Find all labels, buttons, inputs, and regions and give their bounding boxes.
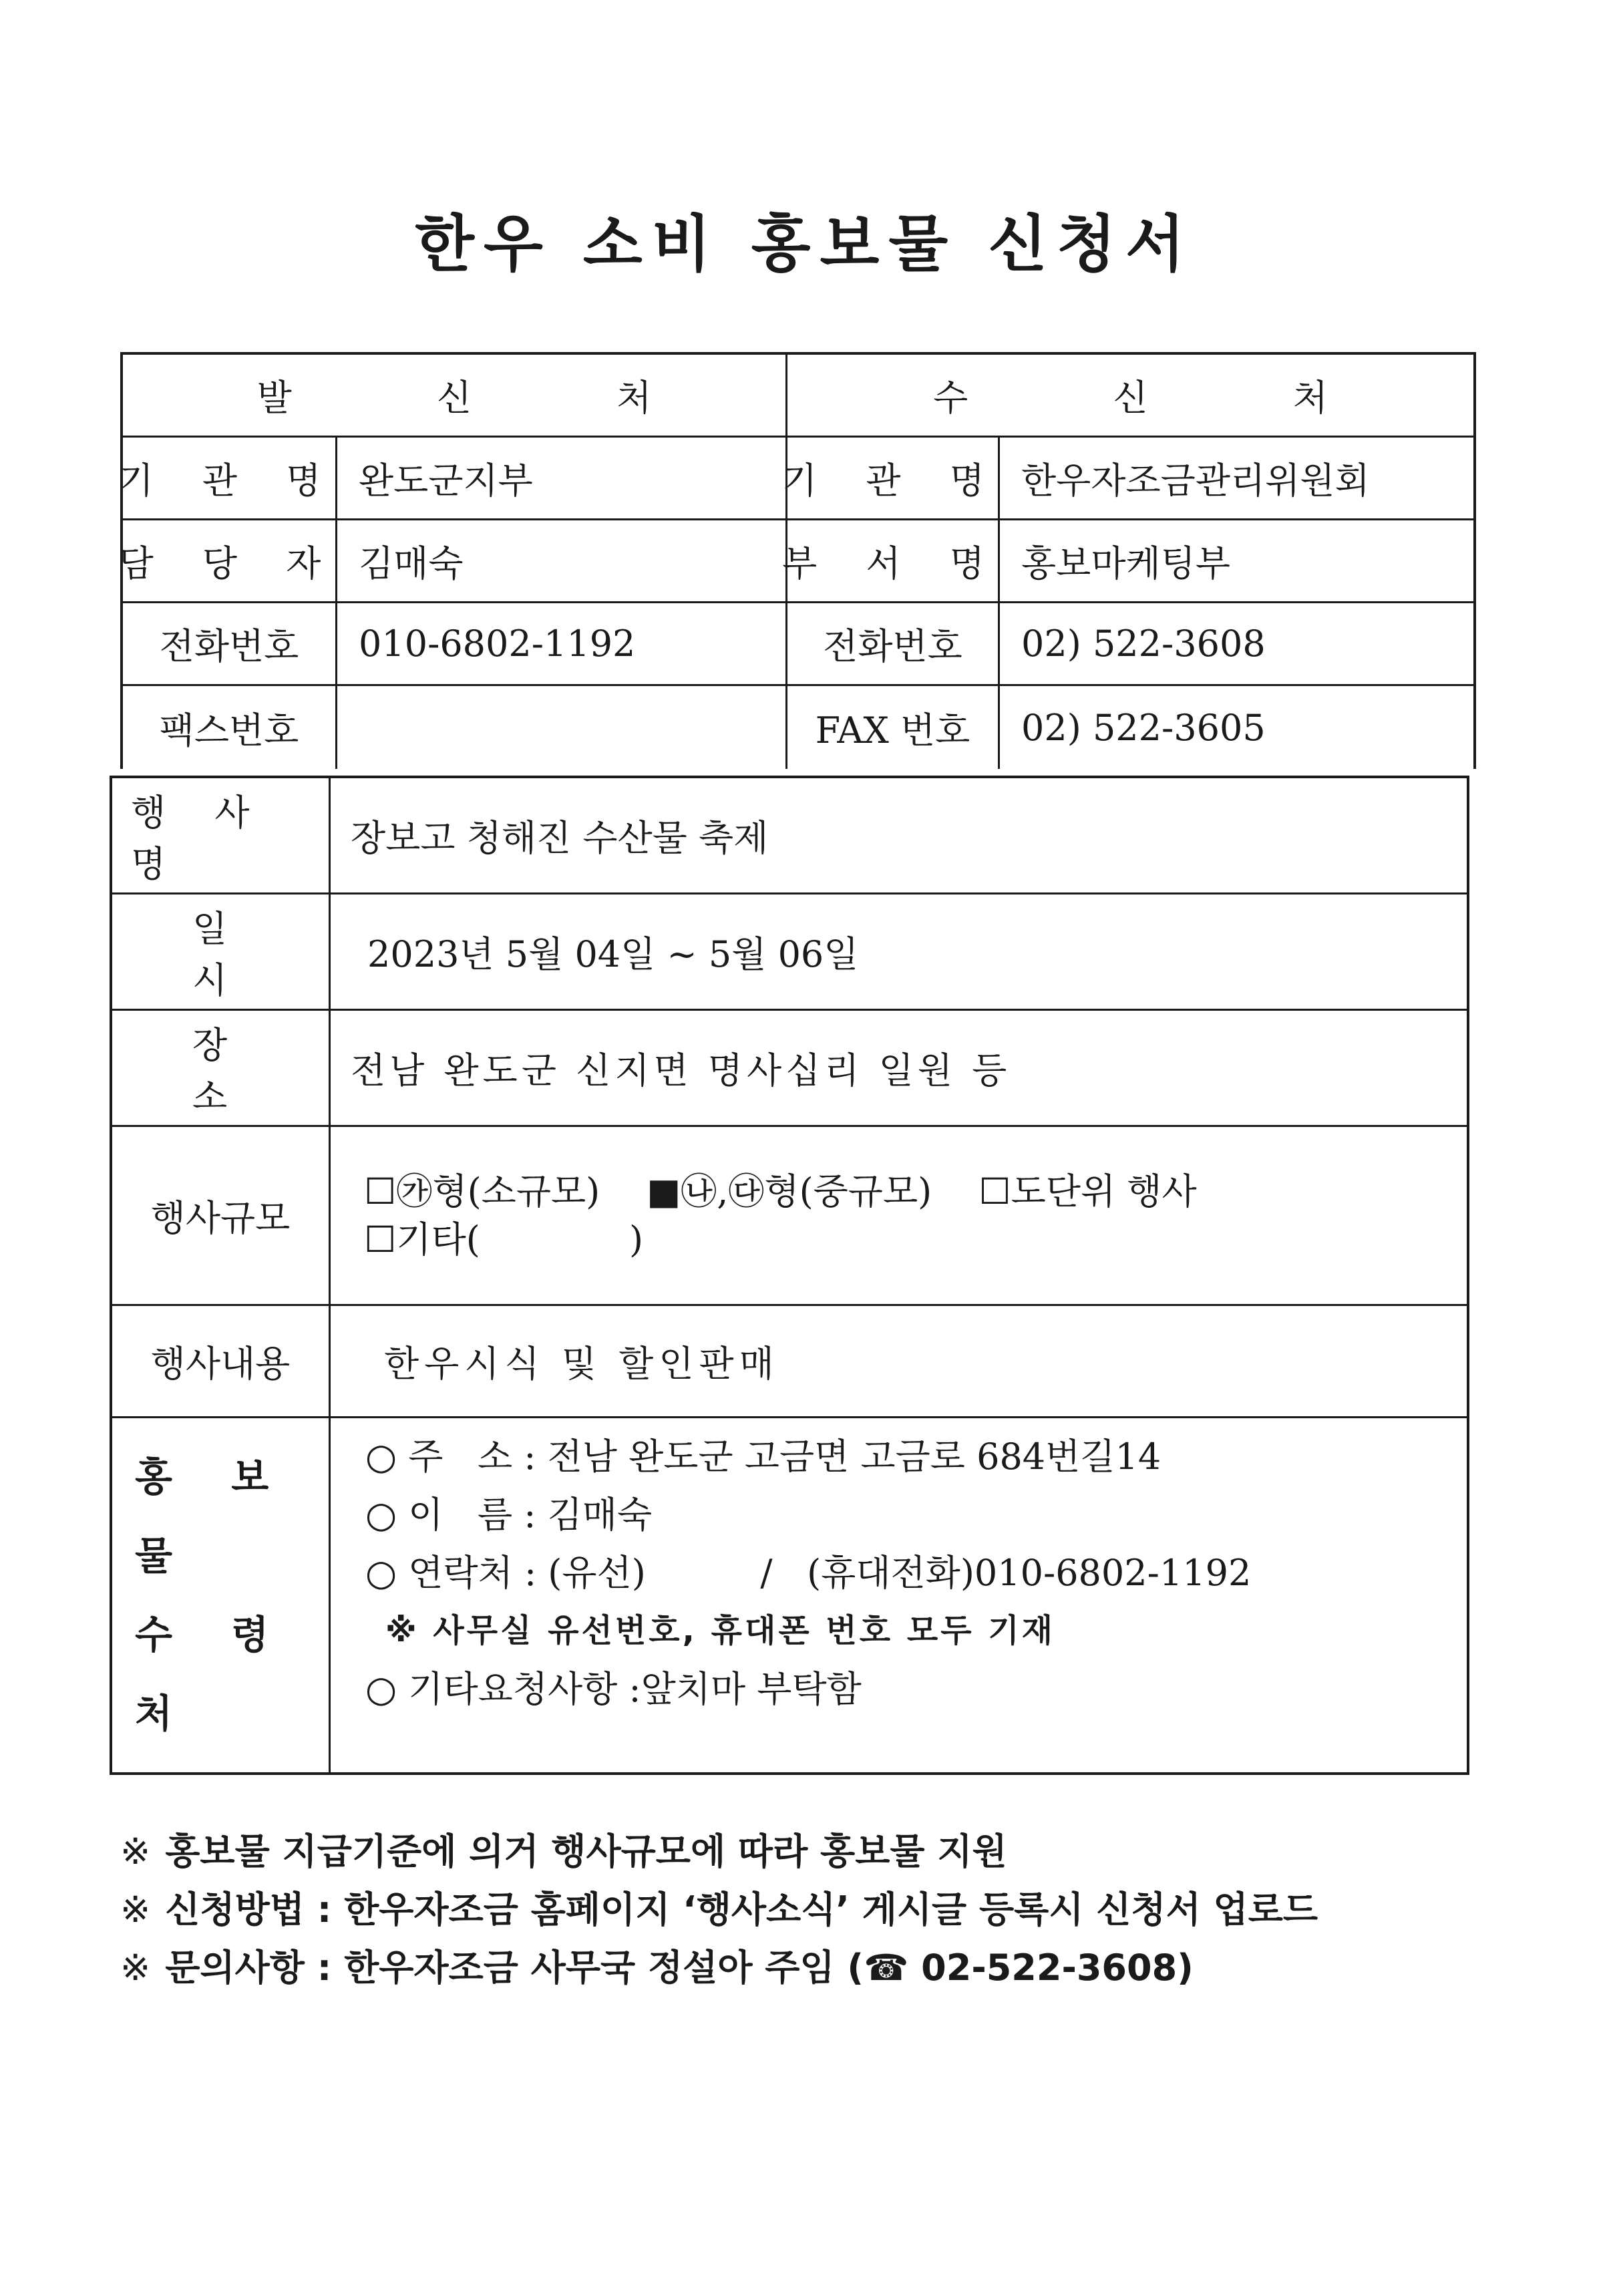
sender-fax-value (335, 686, 785, 769)
scale-option-other[interactable]: ☐기타( ) (364, 1218, 644, 1261)
scale-option-province[interactable]: ☐도단위 행사 (978, 1170, 1197, 1212)
checkbox-unchecked-icon[interactable]: ☐ (364, 1218, 397, 1261)
page-title: 한우 소비 홍보물 신청서 (415, 208, 1194, 280)
event-place-label: 장 소 (112, 1011, 331, 1125)
receiver-org-value: 한우자조금관리위원회 (998, 438, 1473, 518)
recipient-details (331, 1418, 1467, 1772)
event-content-value: 한우시식 및 할인판매 (384, 1343, 779, 1385)
receiver-phone-value: 02) 522-3608 (998, 603, 1473, 684)
checkbox-checked-icon[interactable]: ■ (647, 1170, 681, 1212)
checkbox-unchecked-icon[interactable]: ☐ (364, 1170, 397, 1212)
event-scale-options (331, 1127, 1467, 1304)
person-row (118, 520, 1473, 603)
sender-fax-label: 팩스번호 (159, 709, 299, 752)
receiver-fax-value: 02) 522-3605 (998, 686, 1473, 769)
scale-option-small[interactable]: ☐㉮형(소규모) (364, 1170, 600, 1212)
recipient-note: ※ 사무실 유선번호, 휴대폰 번호 모두 기재 (385, 1612, 1056, 1649)
event-date-value: 2023년 5월 04일 ~ 5월 06일 (367, 933, 859, 975)
event-scale-row (112, 1127, 1467, 1306)
fax-row (123, 686, 1473, 769)
scale-option-medium[interactable]: ■㉯,㉰형(중규모) (647, 1170, 932, 1212)
event-name-value: 장보고 청해진 수산물 축제 (351, 817, 769, 859)
event-scale-label: 행사규모 (112, 1127, 331, 1304)
recipient-name: ○ 이 름 : 김매숙 (365, 1494, 653, 1536)
note-item: ※ 홍보물 지급기준에 의거 행사규모에 따라 홍보물 지원 (120, 1830, 1007, 1872)
receiver-fax-label: FAX 번호 (785, 686, 998, 769)
event-date-row (112, 894, 1467, 1011)
note-item: ※ 문의사항 : 한우자조금 사무국 정설아 주임 (☎ 02-522-3608) (120, 1947, 1194, 1989)
event-date-label: 일 시 (112, 894, 331, 1009)
event-name-label: 행 사 명 (112, 778, 331, 892)
sender-header: 발 신 처 (256, 377, 719, 419)
receiver-dept-label: 부 서 명 (785, 520, 998, 601)
recipient-address: ○ 주 소 : 전남 완도군 고금면 고금로 684번길14 (365, 1436, 1161, 1478)
sender-org-label: 기 관 명 (118, 460, 340, 502)
recipient-row (112, 1418, 1467, 1772)
checkbox-unchecked-icon[interactable]: ☐ (978, 1170, 1011, 1212)
event-content-label: 행사내용 (112, 1306, 331, 1416)
note-item: ※ 신청방법 : 한우자조금 홈페이지 ‘행사소식’ 게시글 등록시 신청서 업로드 (120, 1889, 1318, 1931)
recipient-other-request: ○ 기타요청사항 :앞치마 부탁함 (365, 1668, 862, 1710)
sender-phone-label: 전화번호 (159, 625, 299, 667)
receiver-header: 수 신 처 (785, 355, 1473, 436)
receiver-dept-value: 홍보마케팅부 (998, 520, 1473, 601)
sender-contact-value: 김매숙 (335, 520, 785, 601)
sender-org-value: 완도군지부 (335, 438, 785, 518)
footer-notes (120, 1822, 1318, 1997)
contact-table (120, 352, 1476, 769)
event-name-row (112, 778, 1467, 894)
org-row (118, 438, 1473, 520)
event-place-value: 전남 완도군 신지면 명사십리 일원 등 (351, 1049, 1011, 1092)
receiver-phone-label: 전화번호 (785, 603, 998, 684)
event-table (110, 776, 1469, 1775)
phone-row (123, 603, 1473, 686)
event-content-row (112, 1306, 1467, 1418)
sender-contact-label: 담 당 자 (118, 542, 340, 585)
event-place-row (112, 1011, 1467, 1127)
receiver-org-label: 기 관 명 (785, 438, 998, 518)
sender-phone-value: 010-6802-1192 (335, 603, 785, 684)
contact-header-row (123, 355, 1473, 438)
recipient-contact: ○ 연락처 : (유선) / (휴대전화)010-6802-1192 (365, 1552, 1252, 1594)
recipient-label: 홍 보 물 수 령 처 (112, 1418, 331, 1772)
